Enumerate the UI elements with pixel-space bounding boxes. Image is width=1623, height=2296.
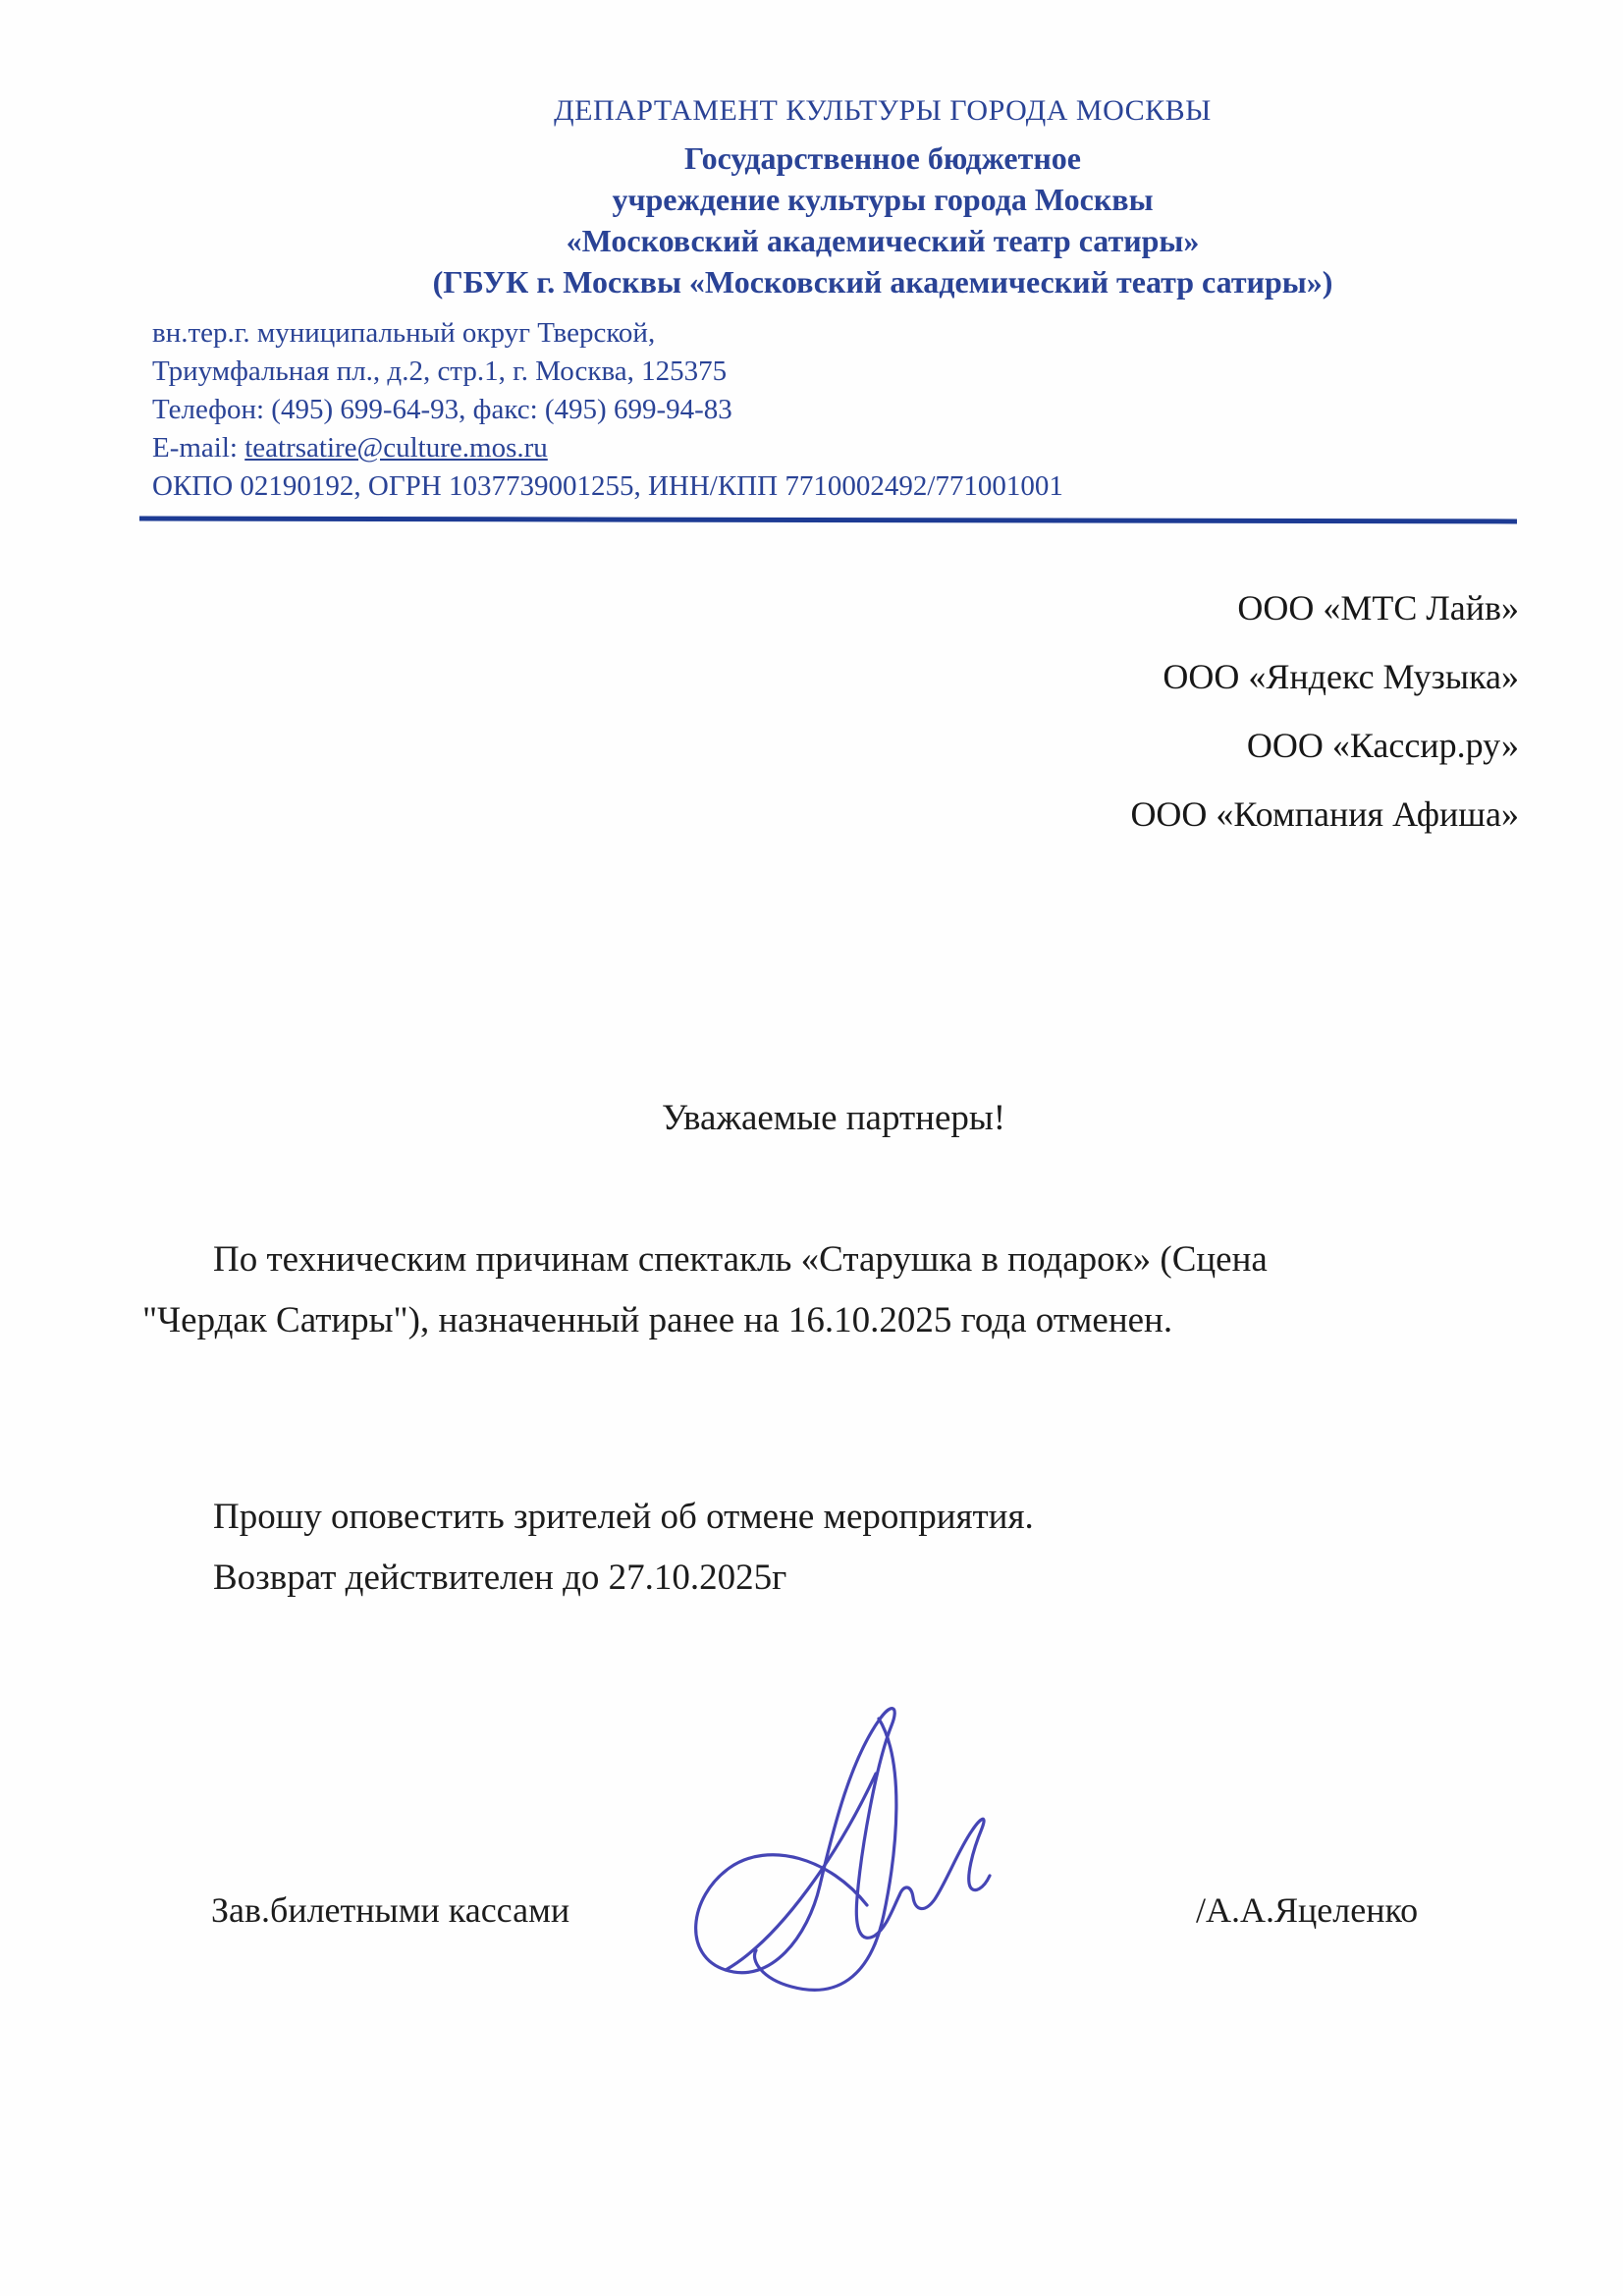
signature-block (0, 1772, 1623, 2086)
letterhead-department: ДЕПАРТАМЕНТ КУЛЬТУРЫ ГОРОДА МОСКВЫ (554, 94, 1212, 127)
handwritten-signature-icon (633, 1703, 1026, 1997)
refund-line: Возврат действителен до 27.10.2025г (213, 1558, 787, 1598)
letterhead-org-line-4: (ГБУК г. Москвы «Московский академический театр сатиры») (432, 264, 1333, 300)
recipients-block (0, 574, 1519, 848)
cancellation-line-2: "Чердак Сатиры"), назначенный ранее на 16.10.2025 года отменен. (142, 1300, 1173, 1340)
signer-name: /А.А.Яцеленко (1196, 1890, 1419, 1930)
salutation: Уважаемые партнеры! (661, 1098, 1006, 1138)
letterhead-registry: ОКПО 02190192, ОГРН 1037739001255, ИНН/КПП 7710002492/771001001 (152, 470, 1063, 502)
letterhead-org-line-1: Государственное бюджетное (684, 140, 1081, 176)
cancellation-line-1: По техническим причинам спектакль «Старушка в подарок» (Сцена (213, 1239, 1268, 1280)
letterhead-contacts (152, 314, 1520, 506)
recipient-line: ООО «Компания Афиша» (1130, 794, 1519, 834)
recipient-line: ООО «Яндекс Музыка» (1163, 657, 1519, 696)
body-paragraph-instructions (142, 1487, 1466, 1609)
letterhead-org-line-2: учреждение культуры города Москвы (612, 182, 1154, 217)
signature-position-title: Зав.билетными кассами (211, 1890, 570, 1930)
letterhead-email-line (152, 429, 1520, 467)
email-label: E-mail: (152, 432, 245, 464)
body-paragraph-cancellation (142, 1230, 1436, 1351)
letterhead-address-district: вн.тер.г. муниципальный округ Тверской, (152, 317, 656, 349)
recipient-line: ООО «Кассир.ру» (1246, 726, 1519, 765)
notify-line: Прошу оповестить зрителей об отмене мероприятия. (213, 1497, 1034, 1537)
recipient-line: ООО «МТС Лайв» (1237, 588, 1519, 628)
letterhead-address-street: Триумфальная пл., д.2, стр.1, г. Москва, 125375 (152, 355, 728, 387)
email-link[interactable]: teatrsatire@culture.mos.ru (244, 432, 548, 464)
letterhead (245, 94, 1520, 302)
letterhead-divider (139, 517, 1517, 524)
letterhead-org-line-3: «Московский академический театр сатиры» (566, 223, 1200, 258)
letterhead-phone-fax: Телефон: (495) 699-64-93, факс: (495) 699-94-83 (152, 394, 732, 425)
